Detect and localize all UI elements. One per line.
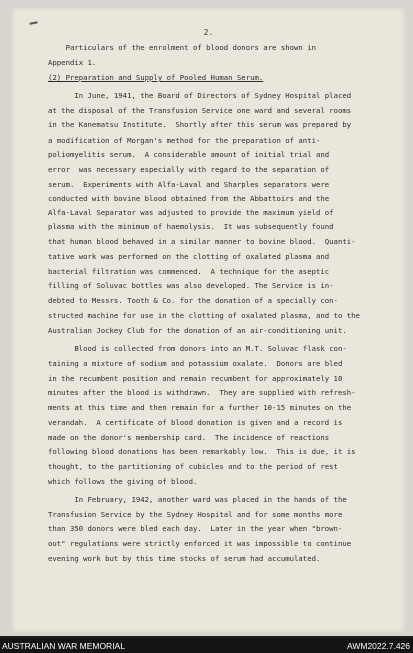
- text-line: evening work but by this time stocks of serum had accumulated.: [48, 554, 321, 563]
- text-line: serum. Experiments with Alfa-Laval and Sharples separators were: [48, 180, 330, 189]
- text-line: made on the donor's membership card. The incidence of reactions: [48, 433, 330, 442]
- text-line: minutes after the blood is withdrawn. They are supplied with refresh-: [48, 388, 356, 397]
- text-line: verandah. A certificate of blood donation is given and a record is: [48, 418, 343, 427]
- text-line: which follows the giving of blood.: [48, 477, 198, 486]
- text-line: structed machine for use in the clotting of oxalated plasma, and to the: [48, 311, 360, 320]
- text-line: ments at this time and then remain for a further 10-15 minutes on the: [48, 403, 352, 412]
- footer-accession-number: AWM2022.7.426: [347, 641, 410, 651]
- text-line: Appendix 1.: [48, 58, 97, 67]
- text-line: taining a mixture of sodium and potassium oxalate. Donors are bled: [48, 359, 343, 368]
- text-line: than 350 donors were bled each day. Later in the year when "brown-: [48, 524, 343, 533]
- text-line: a modification of Morgan's method for the preparation of anti-: [48, 136, 321, 145]
- text-line: out" regulations were strictly enforced it was impossible to continue: [48, 539, 352, 548]
- text-line: in the recumbent position and remain recumbent for approximately 10: [48, 374, 343, 383]
- text-line: poliomyelitis serum. A considerable amount of initial trial and: [48, 150, 330, 159]
- text-line: tative work was performed on the clotting of oxalated plasma and: [48, 252, 330, 261]
- text-line: Australian Jockey Club for the donation of an air-conditioning unit.: [48, 326, 347, 335]
- text-line: in the Kanematsu Institute. Shortly after this serum was prepared by: [48, 120, 352, 129]
- document-page: [12, 8, 405, 632]
- text-line: conducted with bovine blood obtained from the Abbattoirs and the: [48, 194, 330, 203]
- footer-credit: AUSTRALIAN WAR MEMORIAL: [2, 641, 125, 651]
- footer-bar: [0, 638, 413, 653]
- text-line: filling of Soluvac bottles was also developed. The Service is in-: [48, 281, 334, 290]
- text-line: following blood donations has been remarkably low. This is due, it is: [48, 447, 356, 456]
- text-line: In February, 1942, another ward was placed in the hands of the: [48, 495, 347, 504]
- text-line: Transfusion Service by the Sydney Hospital and for some months more: [48, 510, 343, 519]
- text-line: Alfa-Laval Separator was adjusted to provide the maximum yield of: [48, 208, 334, 217]
- section-heading: (2) Preparation and Supply of Pooled Human Serum.: [48, 73, 264, 82]
- page-number: 2.: [203, 28, 214, 37]
- text-line: Blood is collected from donors into an M.T. Soluvac flask con-: [48, 344, 347, 353]
- text-line: that human blood behaved in a similar manner to bovine blood. Quanti-: [48, 237, 356, 246]
- text-line: error was necessary especially with regard to the separation of: [48, 165, 330, 174]
- text-line: bacterial filtration was commenced. A technique for the aseptic: [48, 267, 330, 276]
- text-line: In June, 1941, the Board of Directors of Sydney Hospital placed: [48, 91, 352, 100]
- text-line: plasma with the minimum of haemolysis. It was subsequently found: [48, 222, 334, 231]
- text-line: Particulars of the enrolment of blood donors are shown in: [48, 43, 316, 52]
- text-line: at the disposal of the Transfusion Service one ward and several rooms: [48, 106, 352, 115]
- text-line: debted to Messrs. Tooth & Co. for the donation of a specially con-: [48, 296, 338, 305]
- text-line: thought, to the partitioning of cubicles and to the period of rest: [48, 462, 338, 471]
